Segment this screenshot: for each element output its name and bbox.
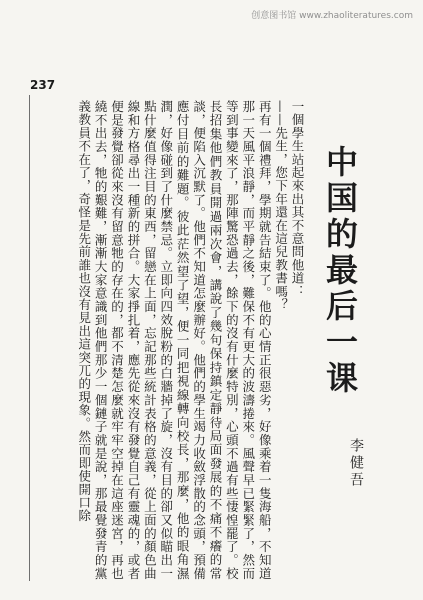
watermark: 创意图书馆 www.zhaoliteratures.com xyxy=(251,11,413,21)
page-number: 237 xyxy=(30,78,56,92)
page-title: 中国的最后一课 xyxy=(321,145,359,397)
body-text xyxy=(40,100,305,580)
author-name: 李健吾 xyxy=(348,438,364,489)
paragraph: 一個學生站起來出其不意問他道： xyxy=(290,100,305,298)
page-rule-divider xyxy=(29,95,30,581)
paragraph: 再有一個禮拜，學期就告結束了。他的心情正很惡劣，好像乘着一隻海船，不知道那一天風平浪靜，而平靜之後，難保不有更大的波濤捲來。風聲早已緊緊了，然而等到事變來了，那陣驚恐過去，餘下的沒有什麼特別，心頭不過有些悽惶罷了。校長招集他們教員開過兩次會，講說了幾句保持鎮定靜待局面發展的不痛不癢的常談，便陷入沉默了。他們不知道怎麼辦好。他們的學生竭力收斂浮散的念頭，預備應付目前的難題。彼此茫然望了望，便一同把視線轉向校長，那麼，他的眼角濕潤，好像碰到了什麼禁忌。立即向四效脫粉的白牆掉了旋，沒有目的卻又似瞄出一點什麼值得注目的東西，留戀在上面，忘記那些統計表格的意義，從上面的顏色曲線和方格尋出一種新的拼合。大家掙扎着，應先從來沒有發覺自己有靈魂的，或者便是發覺卻從來沒有留意牠的存在的，都不清楚怎麼就牢牢空掉在這座迷宮，再也繞不出去，牠的艱難，漸漸大家意識到他們那少一個鏈子就是說，那最覺發青的黨義教員不在了，奇怪是先前誰也沒有見出這突兀的現象。然而即使開口除 xyxy=(76,100,273,580)
paragraph: ——先生，您下年還在這兒教書嗎？ xyxy=(273,100,289,312)
